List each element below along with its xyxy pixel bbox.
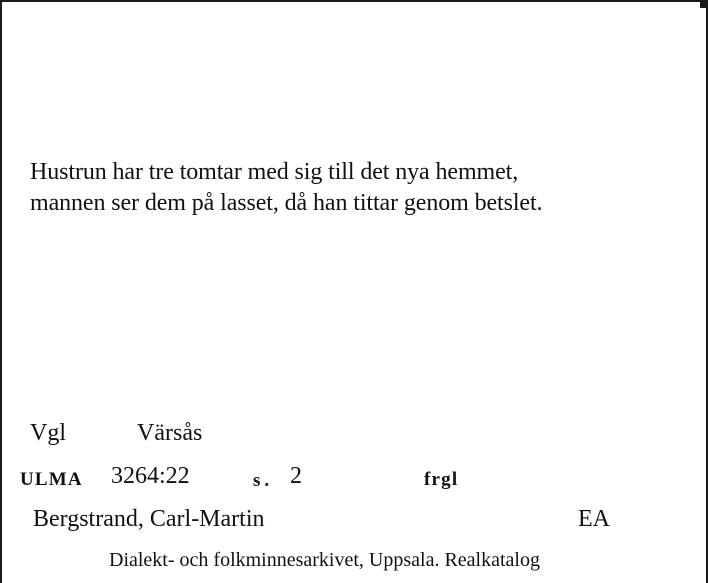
card-corner-mark	[700, 0, 706, 8]
archive-footer: Dialekt- och folkminnesarkivet, Uppsala. Realkatalog	[109, 549, 540, 571]
parish-label: Värsås	[137, 420, 203, 446]
collector-name: Bergstrand, Carl-Martin	[33, 506, 265, 532]
province-label: Vgl	[30, 420, 66, 446]
card-left-border	[0, 0, 2, 583]
page-label: s.	[253, 470, 274, 491]
archive-code: ULMA	[20, 469, 83, 490]
record-number: 3264:22	[111, 463, 190, 489]
body-line-2: mannen ser dem på lasset, då han tittar genom betslet.	[30, 190, 543, 216]
category-code: frgl	[424, 469, 459, 490]
page-number: 2	[290, 463, 302, 489]
card-top-border	[0, 0, 708, 2]
card-body-text	[30, 157, 690, 219]
body-line-1: Hustrun har tre tomtar med sig till det nya hemmet,	[30, 159, 519, 185]
classification-code: EA	[578, 506, 610, 532]
